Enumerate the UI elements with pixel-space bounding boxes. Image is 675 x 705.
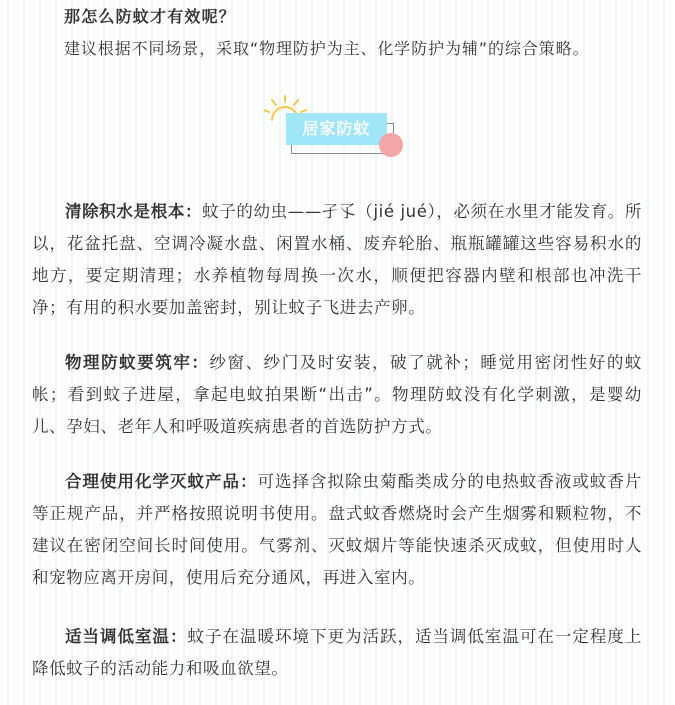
banner-dot [379, 133, 403, 157]
paragraph-chemical-products [32, 466, 642, 594]
section-banner [264, 94, 414, 164]
paragraph-room-temperature [32, 621, 642, 685]
question-title: 那怎么防蚊才有效呢？ [64, 7, 237, 26]
paragraph-standing-water [32, 196, 642, 324]
paragraph-heading: 物理防蚊要筑牢： [65, 353, 210, 372]
paragraph-heading: 合理使用化学灭蚊产品： [65, 472, 258, 491]
paragraph-body: 可选择含拟除虫菊酯类成分的电热蚊香液或蚊香片等正规产品，并严格按照说明书使用。盘式蚊香燃烧时会产生烟雾和颗粒物，不建议在密闭空间长时间使用。气雾剂、灭蚊烟片等能快速杀灭成蚊，但使用时人和宠物应离开房间，使用后充分通风，再进入室内。 [32, 472, 642, 587]
paragraph-heading: 适当调低室温： [65, 627, 188, 646]
paragraph-body: 蚊子的幼虫——孑孓（jié jué），必须在水里才能发育。所以，花盆托盘、空调冷凝水盘、闲置水桶、废弃轮胎、瓶瓶罐罐这些容易积水的地方，要定期清理；水养植物每周换一次水，顺便把容器内壁和根部也冲洗干净；有用的积水要加盖密封，别让蚊子飞进去产卵。 [32, 202, 642, 317]
banner-label: 居家防蚊 [302, 119, 371, 138]
paragraph-physical-protection [32, 347, 642, 443]
intro-text: 建议根据不同场景，采取“物理防护为主、化学防护为辅”的综合策略。 [64, 39, 590, 58]
paragraph-body: 蚊子在温暖环境下更为活跃，适当调低室温可在一定程度上降低蚊子的活动能力和吸血欲望。 [32, 627, 642, 678]
paragraph-heading: 清除积水是根本： [65, 202, 203, 221]
paragraph-body: 纱窗、纱门及时安装，破了就补；睡觉用密闭性好的蚊帐；看到蚊子进屋，拿起电蚊拍果断“出击”。物理防蚊没有化学刺激，是婴幼儿、孕妇、老年人和呼吸道疾病患者的首选防护方式。 [32, 353, 642, 436]
